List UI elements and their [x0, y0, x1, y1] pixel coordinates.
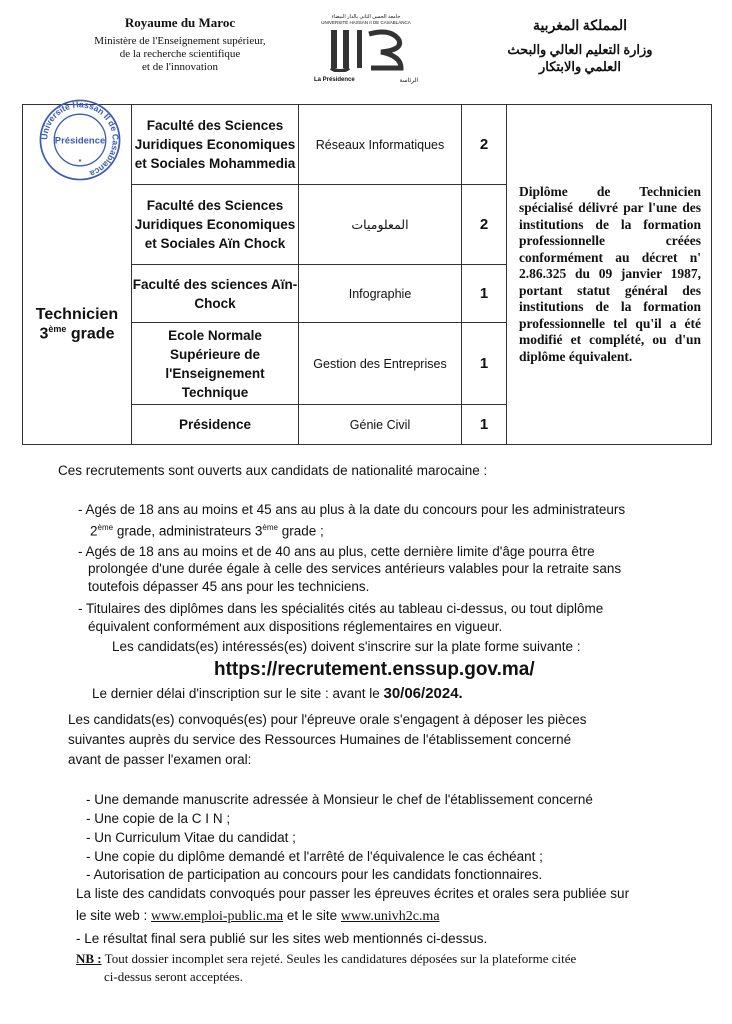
deadline-date: 30/06/2024.: [383, 685, 463, 702]
faculty-cell: Faculté des Sciences Juridiques Economiques et Sociales Mohammedia: [132, 105, 299, 185]
ministry-ar-line-2: العلمي والابتكار: [538, 59, 621, 74]
grade-label: Technicien: [35, 305, 119, 323]
faculty-cell: Faculté des sciences Aïn-Chock: [132, 265, 299, 323]
document-item: - Une copie de la C I N ;: [86, 811, 231, 826]
diploma-cell: Diplôme de Technicien spécialisé délivré par l'une des institutions de la formation professionnelle créées conformément au décret n' 2.86.325 du 09 janvier 1987, portant statut général des institutions de la formation professionnelle tel qu'il a été modifié et complété, ou d'un diplôme équivalent.: [507, 105, 712, 445]
condition-age-tech-line2: prolongée d'une durée égale à celle des services antérieurs valables pour la retraite sans: [88, 561, 622, 576]
nb-note-line1: NB : Tout dossier incomplet sera rejeté. Seules les candidatures déposées sur la plateforme citée: [76, 951, 577, 966]
site-emploi-public-link[interactable]: www.emploi-public.ma: [151, 909, 284, 924]
list-publication-line2: le site web : www.emploi-public.ma et le site www.univh2c.ma: [76, 908, 440, 924]
header-left: [60, 16, 300, 74]
grade-number: 3: [39, 325, 49, 343]
table-row: [23, 105, 712, 185]
ministry-ar-line-1: وزارة التعليم العالي والبحث: [507, 42, 653, 57]
specialty-cell: Réseaux Informatiques: [299, 105, 462, 185]
grade-cell: [23, 99, 132, 445]
kingdom-name: Royaume du Maroc: [124, 15, 236, 30]
conditions-intro: Ces recrutements sont ouverts aux candidats de nationalité marocaine :: [58, 463, 488, 478]
documents-intro-line2: suivantes auprès du service des Ressources Humaines de l'établissement concerné: [68, 732, 572, 747]
documents-intro-line1: Les candidats(es) convoqués(es) pour l'épreuve orale s'engagent à déposer les pièces: [68, 712, 587, 727]
specialty-cell: Gestion des Entreprises: [299, 323, 462, 405]
specialty-cell: المعلوميات: [299, 185, 462, 265]
ministry-line-1: Ministère de l'Enseignement supérieur,: [94, 35, 266, 47]
kingdom-name-ar: المملكة المغربية: [532, 19, 628, 34]
registration-url-link[interactable]: https://recrutement.enssup.gov.ma/: [214, 659, 535, 680]
stamp-center-text: Présidence: [54, 135, 106, 147]
university-logo: [310, 14, 422, 94]
specialty-cell: Infographie: [299, 265, 462, 323]
presidence-stamp-icon: [37, 97, 123, 183]
logo-top-text-fr: UNIVERSITÉ HASSAN II DE CASABLANCA: [321, 20, 411, 25]
site-univh2c-link[interactable]: www.univh2c.ma: [340, 909, 440, 924]
condition-age-tech-line1: - Agés de 18 ans au moins et de 40 ans au plus, cette dernière limite d'âge pourra être: [78, 544, 595, 559]
condition-age-admin-line1: - Agés de 18 ans au moins et 45 ans au plus à la date du concours pour les administrateurs: [78, 502, 626, 517]
ministry-line-3: et de l'innovation: [142, 61, 218, 73]
count-cell: 1: [462, 323, 507, 405]
count-cell: 1: [462, 265, 507, 323]
count-cell: 2: [462, 185, 507, 265]
document-item: - Un Curriculum Vitae du candidat ;: [86, 830, 296, 845]
condition-diploma-line2: équivalent conformément aux dispositions réglementaires en vigueur.: [88, 619, 503, 634]
grade-suffix: grade: [70, 325, 115, 343]
faculty-cell: Présidence: [132, 405, 299, 445]
logo-caption-fr: La Présidence: [314, 77, 355, 83]
stamp-ring-text: Université Hassan II de Casablanca: [39, 99, 121, 179]
document-item: - Une demande manuscrite adressée à Monsieur le chef de l'établissement concerné: [86, 792, 593, 807]
logo-mark-icon: [321, 26, 411, 72]
nb-note-line2: ci-dessus seront acceptées.: [104, 969, 243, 984]
deadline-text: Le dernier délai d'inscription sur le site : avant le: [92, 686, 384, 701]
logo-caption-ar: الرئاسة: [399, 78, 418, 84]
list-publication-line1: La liste des candidats convoqués pour passer les épreuves écrites et orales sera publiée sur: [76, 886, 630, 901]
document-item: - Une copie du diplôme demandé et l'arrêté de l'équivalence le cas échéant ;: [86, 849, 543, 864]
faculty-cell: Ecole Normale Supérieure de l'Enseignement Technique: [132, 323, 299, 405]
condition-age-admin-line2: 2ème grade, administrateurs 3ème grade ;: [90, 523, 324, 539]
header-right: [490, 18, 670, 75]
grade-sup: ème: [48, 323, 67, 334]
condition-age-tech-line3: toutefois dépasser 45 ans pour les techniciens.: [88, 579, 370, 594]
nb-label: NB :: [76, 951, 102, 966]
svg-text:*: *: [78, 157, 82, 167]
count-cell: 1: [462, 405, 507, 445]
specialty-cell: Génie Civil: [299, 405, 462, 445]
condition-diploma-line1: - Titulaires des diplômes dans les spécialités cités au tableau ci-dessus, ou tout diplôme: [78, 601, 604, 616]
final-result-note: - Le résultat final sera publié sur les sites web mentionnés ci-dessus.: [76, 931, 488, 946]
register-instruction: Les candidats(es) intéressés(es) doivent s'inscrire sur la plate forme suivante :: [112, 639, 581, 654]
documents-intro-line3: avant de passer l'examen oral:: [68, 752, 252, 767]
count-cell: 2: [462, 105, 507, 185]
deadline: [92, 685, 463, 702]
positions-table: [22, 99, 712, 445]
logo-top-text-ar: جامعة الحسن الثاني بالدار البيضاء: [331, 14, 401, 20]
faculty-cell: Faculté des Sciences Juridiques Economiques et Sociales Aïn Chock: [132, 185, 299, 265]
document-item: - Autorisation de participation au concours pour les candidats fonctionnaires.: [86, 867, 543, 882]
ministry-line-2: de la recherche scientifique: [119, 48, 241, 60]
